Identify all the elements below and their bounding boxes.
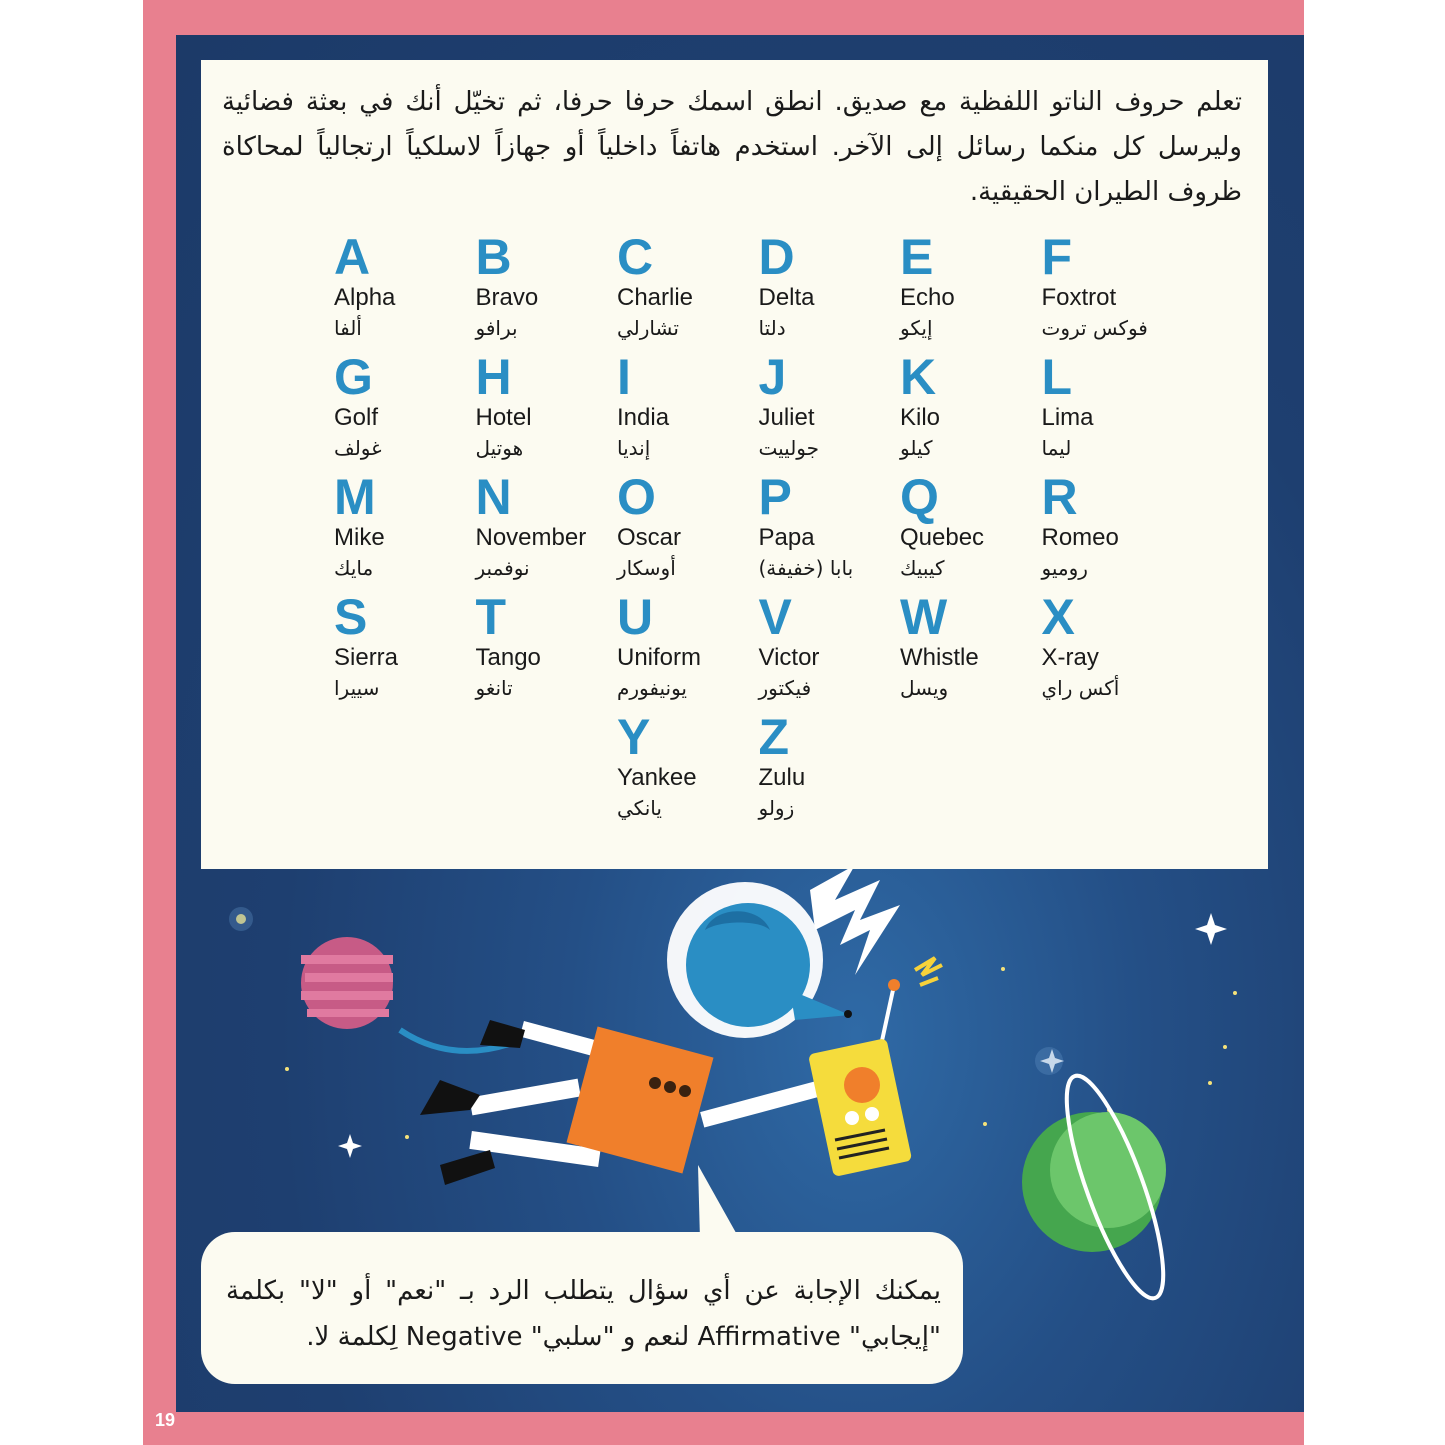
alphabet-letter: J [758, 349, 787, 405]
alphabet-cell [476, 350, 616, 470]
alphabet-word: India [617, 404, 670, 431]
alphabet-letter: W [900, 589, 948, 645]
green-ringed-planet-icon [1022, 1067, 1182, 1308]
alphabet-cell [476, 590, 616, 710]
alphabet-arabic: فيكتور [758, 676, 812, 700]
alphabet-word: Quebec [900, 524, 985, 551]
alphabet-cell [617, 710, 757, 830]
alphabet-letter: I [617, 349, 631, 405]
alphabet-word: Uniform [617, 644, 702, 671]
alphabet-word: Victor [758, 644, 820, 671]
alphabet-cell [759, 470, 899, 590]
alphabet-cell [1042, 230, 1182, 350]
alphabet-cell [334, 230, 474, 350]
alphabet-letter: F [1041, 229, 1073, 285]
alphabet-cell [1042, 590, 1182, 710]
alphabet-cell [900, 350, 1040, 470]
alphabet-word: Mike [334, 524, 385, 551]
intro-text: تعلم حروف الناتو اللفظية مع صديق. انطق اسمك حرفا حرفا، ثم تخيّل أنك في بعثة فضائية وليرسل كل منكما رسائل إلى الآخر. استخدم هاتفاً داخلياً أو جهازاً لاسلكياً ارتجالياً لمحاكاة ظروف الطيران الحقيقية. [222, 87, 1242, 207]
alphabet-word: Yankee [617, 764, 697, 791]
page-number: 19 [155, 1410, 176, 1430]
alphabet-letter: L [1041, 349, 1073, 405]
alphabet-word: Lima [1041, 404, 1094, 431]
speech-bubble-text: يمكنك الإجابة عن أي سؤال يتطلب الرد بـ "نعم" أو "لا" بكلمة "إيجابي" Affirmative لنعم و "سلبي" Negative لِكلمة لا. [226, 1276, 941, 1352]
alphabet-cell [759, 710, 899, 830]
alphabet-letter: U [617, 589, 654, 645]
alphabet-letter: N [475, 469, 512, 525]
alphabet-cell [617, 590, 757, 710]
alphabet-cell [900, 230, 1040, 350]
alphabet-arabic: جولييت [758, 436, 819, 460]
alphabet-arabic: أوسكار [617, 556, 676, 580]
alphabet-cell [900, 470, 1040, 590]
alphabet-arabic: إيكو [900, 316, 933, 340]
alphabet-cell [1042, 470, 1182, 590]
alphabet-letter: E [900, 229, 934, 285]
alphabet-word: Echo [900, 284, 955, 311]
alphabet-letter: T [475, 589, 507, 645]
alphabet-arabic: أكس راي [1041, 676, 1120, 700]
alphabet-word: Delta [758, 284, 815, 311]
alphabet-word: Papa [758, 524, 815, 551]
alphabet-cell [900, 590, 1040, 710]
alphabet-cell [617, 230, 757, 350]
alphabet-arabic: إنديا [617, 436, 651, 460]
alphabet-arabic: نوفمبر [475, 556, 530, 580]
alphabet-word: Hotel [475, 404, 532, 431]
alphabet-letter: P [758, 469, 792, 525]
alphabet-letter: Q [900, 469, 939, 525]
alphabet-word: Golf [334, 404, 379, 431]
alphabet-word: Kilo [900, 404, 941, 431]
alphabet-cell [617, 470, 757, 590]
alphabet-word: Oscar [617, 524, 682, 551]
alphabet-word: Whistle [900, 644, 979, 671]
alphabet-letter: M [334, 469, 376, 525]
alphabet-word: Alpha [334, 284, 396, 311]
alphabet-arabic: سييرا [334, 676, 380, 700]
alphabet-arabic: ليما [1041, 436, 1072, 460]
alphabet-word: Romeo [1041, 524, 1119, 551]
alphabet-letter: B [475, 229, 512, 285]
alphabet-cell [334, 350, 474, 470]
astronaut-mouse-illustration [400, 882, 912, 1185]
alphabet-word: November [475, 524, 587, 551]
alphabet-letter: O [617, 469, 656, 525]
alphabet-letter: C [617, 229, 654, 285]
alphabet-arabic: ويسل [900, 676, 949, 700]
alphabet-arabic: فوكس تروت [1041, 316, 1148, 340]
alphabet-letter: G [334, 349, 373, 405]
alphabet-arabic: بابا (خفيفة) [758, 556, 854, 580]
alphabet-arabic: كيلو [900, 436, 933, 460]
alphabet-letter: S [334, 589, 368, 645]
alphabet-word: Charlie [617, 284, 694, 311]
alphabet-arabic: مايك [334, 556, 374, 580]
alphabet-arabic: غولف [334, 436, 382, 460]
alphabet-letter: D [758, 229, 795, 285]
alphabet-arabic: روميو [1041, 556, 1088, 580]
alphabet-letter: V [758, 589, 792, 645]
alphabet-cell [476, 470, 616, 590]
alphabet-word: Bravo [475, 284, 539, 311]
alphabet-arabic: كيبيك [900, 556, 945, 580]
alphabet-cell [617, 350, 757, 470]
alphabet-word: Foxtrot [1041, 284, 1117, 311]
alphabet-arabic: ألفا [334, 316, 362, 340]
alphabet-arabic: هوتيل [475, 436, 524, 460]
pink-planet-icon [301, 937, 393, 1029]
lightning-bolt-icon [810, 865, 900, 975]
alphabet-cell [334, 590, 474, 710]
alphabet-cell [476, 230, 616, 350]
alphabet-arabic: زولو [758, 796, 795, 820]
alphabet-arabic: يانكي [617, 796, 662, 820]
yellow-spark-icon [915, 958, 942, 985]
alphabet-letter: Y [617, 709, 651, 765]
alphabet-cell [759, 350, 899, 470]
alphabet-arabic: تشارلي [617, 316, 679, 340]
alphabet-arabic: تانغو [475, 676, 513, 700]
alphabet-letter: K [900, 349, 937, 405]
alphabet-arabic: يونيفورم [617, 676, 687, 700]
alphabet-letter: H [475, 349, 512, 405]
alphabet-word: Sierra [334, 644, 399, 671]
alphabet-word: Zulu [758, 764, 806, 791]
alphabet-letter: Z [758, 709, 790, 765]
alphabet-letter: A [334, 229, 371, 285]
alphabet-cell [759, 590, 899, 710]
alphabet-cell [759, 230, 899, 350]
alphabet-word: X-ray [1041, 644, 1099, 671]
alphabet-arabic: دلتا [758, 316, 786, 340]
alphabet-cell [334, 470, 474, 590]
alphabet-arabic: برافو [475, 316, 518, 340]
alphabet-word: Tango [475, 644, 541, 671]
alphabet-word: Juliet [758, 404, 815, 431]
alphabet-cell [1042, 350, 1182, 470]
alphabet-letter: X [1041, 589, 1075, 645]
alphabet-letter: R [1041, 469, 1078, 525]
speech-bubble-tail [698, 1165, 740, 1240]
